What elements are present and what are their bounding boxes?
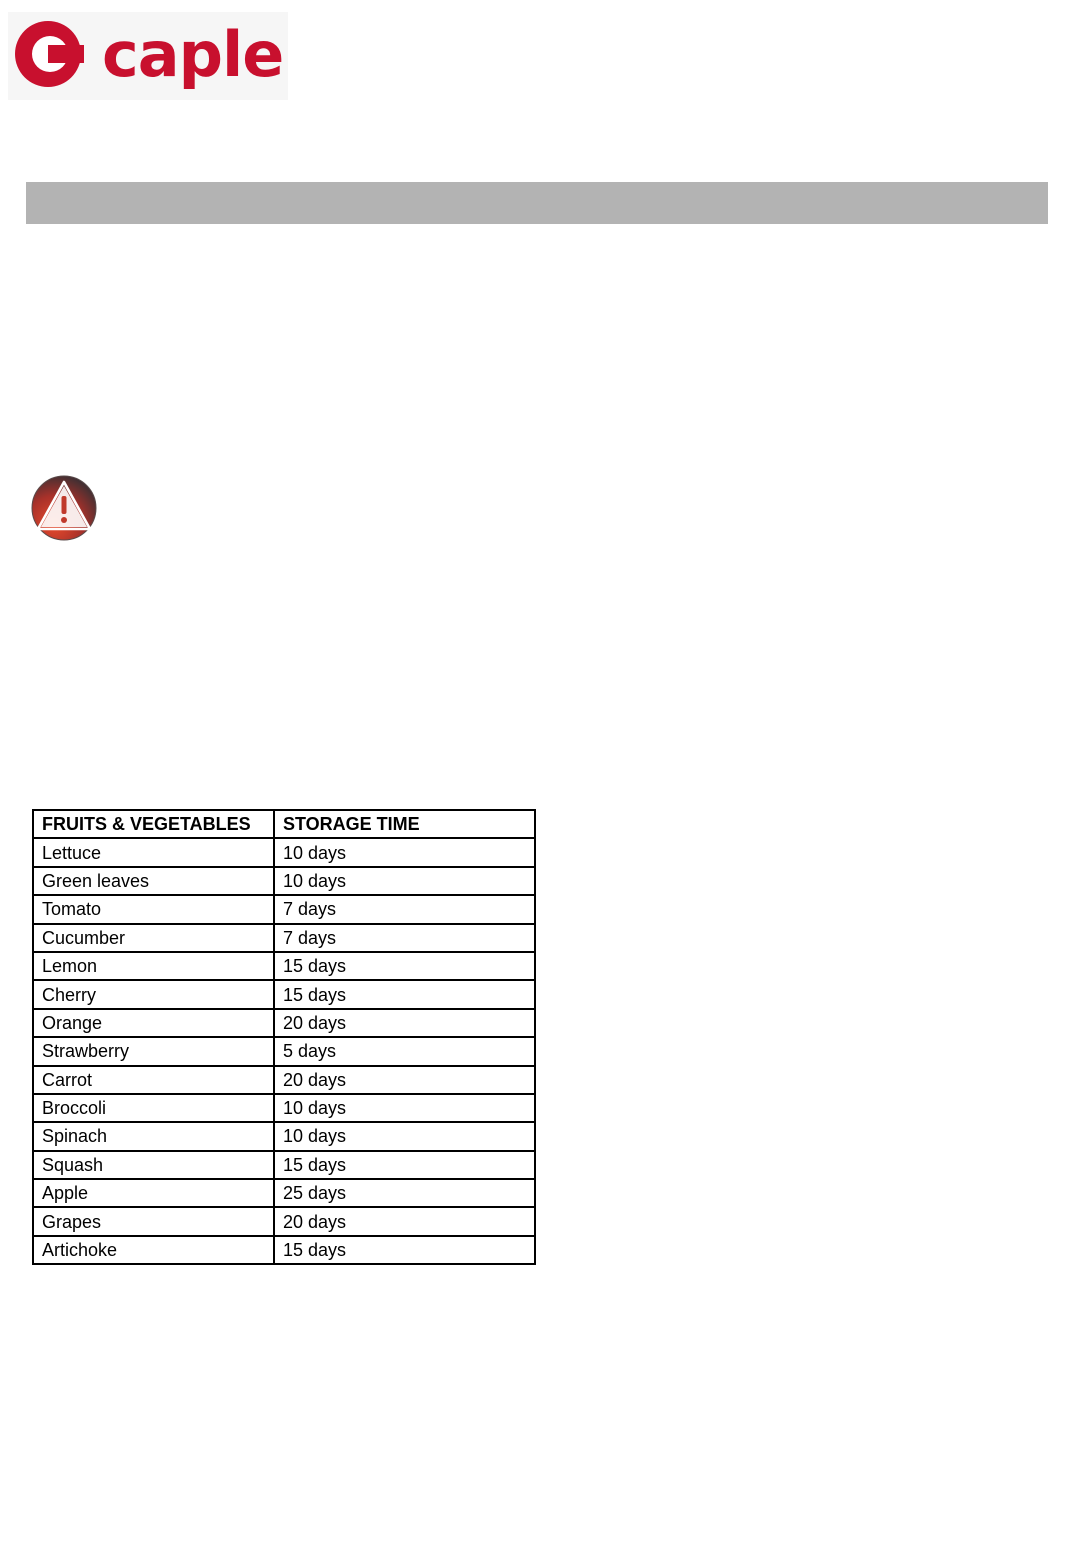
table-row [33, 895, 535, 923]
storage-time-cell: 15 days [274, 1151, 535, 1179]
item-cell: Broccoli [33, 1094, 274, 1122]
storage-time-cell: 10 days [274, 867, 535, 895]
item-cell: Strawberry [33, 1037, 274, 1065]
storage-time-cell: 20 days [274, 1009, 535, 1037]
table-row [33, 924, 535, 952]
item-cell: Lemon [33, 952, 274, 980]
table-row [33, 1179, 535, 1207]
table-row [33, 1151, 535, 1179]
item-cell: Green leaves [33, 867, 274, 895]
storage-time-cell: 7 days [274, 924, 535, 952]
storage-time-cell: 15 days [274, 980, 535, 1008]
storage-time-cell: 10 days [274, 1094, 535, 1122]
item-cell: Orange [33, 1009, 274, 1037]
item-cell: Lettuce [33, 838, 274, 866]
item-cell: Cucumber [33, 924, 274, 952]
item-cell: Tomato [33, 895, 274, 923]
table-row [33, 1037, 535, 1065]
table-row [33, 1009, 535, 1037]
item-cell: Grapes [33, 1207, 274, 1235]
storage-time-cell: 10 days [274, 838, 535, 866]
caple-logo [8, 12, 288, 100]
item-cell: Carrot [33, 1066, 274, 1094]
table-header-row [33, 810, 535, 838]
table-row [33, 1094, 535, 1122]
storage-time-cell: 20 days [274, 1207, 535, 1235]
item-cell: Spinach [33, 1122, 274, 1150]
table-row [33, 1066, 535, 1094]
storage-time-cell: 7 days [274, 895, 535, 923]
storage-time-cell: 10 days [274, 1122, 535, 1150]
table-row [33, 838, 535, 866]
storage-time-cell: 15 days [274, 1236, 535, 1264]
table-row [33, 1122, 535, 1150]
storage-time-table [32, 809, 536, 1265]
caple-c-logo-icon [15, 21, 84, 87]
item-cell: Cherry [33, 980, 274, 1008]
item-cell: Squash [33, 1151, 274, 1179]
section-header-bar [26, 182, 1048, 224]
warning-triangle-icon [30, 474, 98, 542]
storage-time-cell: 5 days [274, 1037, 535, 1065]
storage-time-cell: 20 days [274, 1066, 535, 1094]
column-header-fruits-vegetables: FRUITS & VEGETABLES [33, 810, 274, 838]
table-row [33, 980, 535, 1008]
table-row [33, 952, 535, 980]
caple-logo-text: caple [102, 18, 284, 91]
table-row [33, 1236, 535, 1264]
storage-time-cell: 25 days [274, 1179, 535, 1207]
item-cell: Artichoke [33, 1236, 274, 1264]
storage-time-cell: 15 days [274, 952, 535, 980]
table-row [33, 867, 535, 895]
column-header-storage-time: STORAGE TIME [274, 810, 535, 838]
table-row [33, 1207, 535, 1235]
item-cell: Apple [33, 1179, 274, 1207]
